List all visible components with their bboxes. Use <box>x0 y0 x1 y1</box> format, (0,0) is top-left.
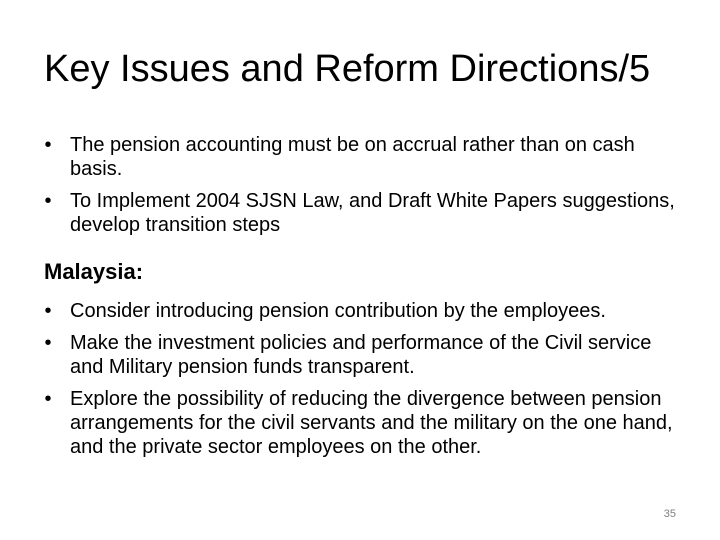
bullet-icon: • <box>44 388 52 410</box>
page-number: 35 <box>663 508 676 520</box>
intro-bullet-list <box>38 133 678 245</box>
malaysia-bullet-list <box>38 299 683 467</box>
bullet-icon: • <box>44 332 52 354</box>
bullet-text: Make the investment policies and performance of the Civil service and Military pension funds transparent. <box>70 332 652 378</box>
bullet-item <box>38 189 678 237</box>
bullet-text: To Implement 2004 SJSN Law, and Draft White Papers suggestions, develop transition steps <box>70 190 675 236</box>
slide-title: Key Issues and Reform Directions/5 <box>44 48 651 90</box>
bullet-text: Consider introducing pension contribution by the employees. <box>70 300 606 322</box>
bullet-text: The pension accounting must be on accrual rather than on cash basis. <box>70 134 635 180</box>
bullet-icon: • <box>44 134 52 156</box>
bullet-item <box>38 387 683 459</box>
bullet-text: Explore the possibility of reducing the divergence between pension arrangements for the civil servants and the military on the one hand, and the private sector employees on the other. <box>70 388 673 458</box>
bullet-item <box>38 133 678 181</box>
bullet-icon: • <box>44 190 52 212</box>
bullet-icon: • <box>44 300 52 322</box>
bullet-item <box>38 331 683 379</box>
bullet-item <box>38 299 683 323</box>
section-heading: Malaysia: <box>44 259 144 284</box>
